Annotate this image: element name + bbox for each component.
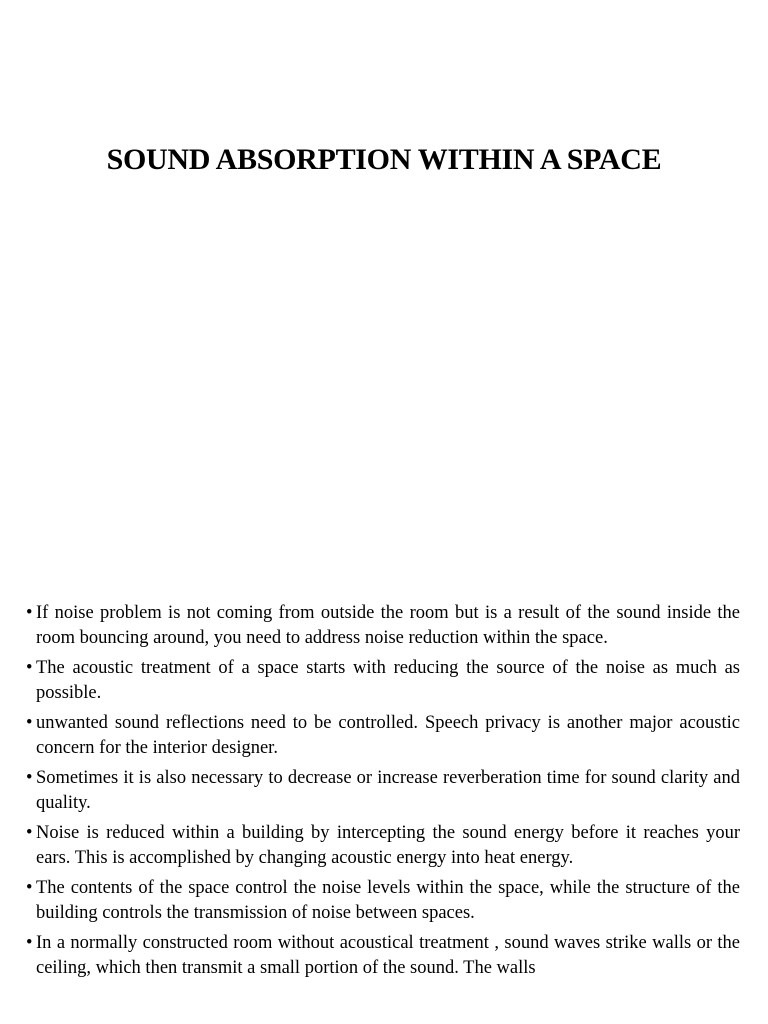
bullet-text: In a normally constructed room without acoustical treatment , sound waves strike walls or the ceiling, which then transmit a small portion of the sound. The walls [36,933,740,978]
bullet-marker: • [26,658,33,678]
slide-title: SOUND ABSORPTION WITHIN A SPACE [106,143,662,176]
bullet-marker: • [26,878,33,898]
bullet-list [26,601,740,986]
bullet-item-2 [26,656,740,706]
bullet-text: Noise is reduced within a building by intercepting the sound energy before it reaches your ears. This is accomplished by changing acoustic energy into heat energy. [36,823,740,868]
bullet-text: Sometimes it is also necessary to decrease or increase reverberation time for sound clarity and quality. [36,768,740,813]
bullet-text: unwanted sound reflections need to be controlled. Speech privacy is another major acoustic concern for the interior designer. [36,713,740,758]
bullet-text: The contents of the space control the noise levels within the space, while the structure of the building controls the transmission of noise between spaces. [36,878,740,923]
bullet-text: The acoustic treatment of a space starts with reducing the source of the noise as much as possible. [36,658,740,703]
bullet-item-4 [26,766,740,816]
bullet-item-3 [26,711,740,761]
bullet-item-7 [26,931,740,981]
bullet-marker: • [26,713,33,733]
bullet-marker: • [26,823,33,843]
bullet-item-6 [26,876,740,926]
bullet-item-5 [26,821,740,871]
bullet-marker: • [26,933,33,953]
bullet-marker: • [26,768,33,788]
bullet-item-1 [26,601,740,651]
bullet-text: If noise problem is not coming from outside the room but is a result of the sound inside the room bouncing around, you need to address noise reduction within the space. [36,603,740,648]
bullet-marker: • [26,603,33,623]
